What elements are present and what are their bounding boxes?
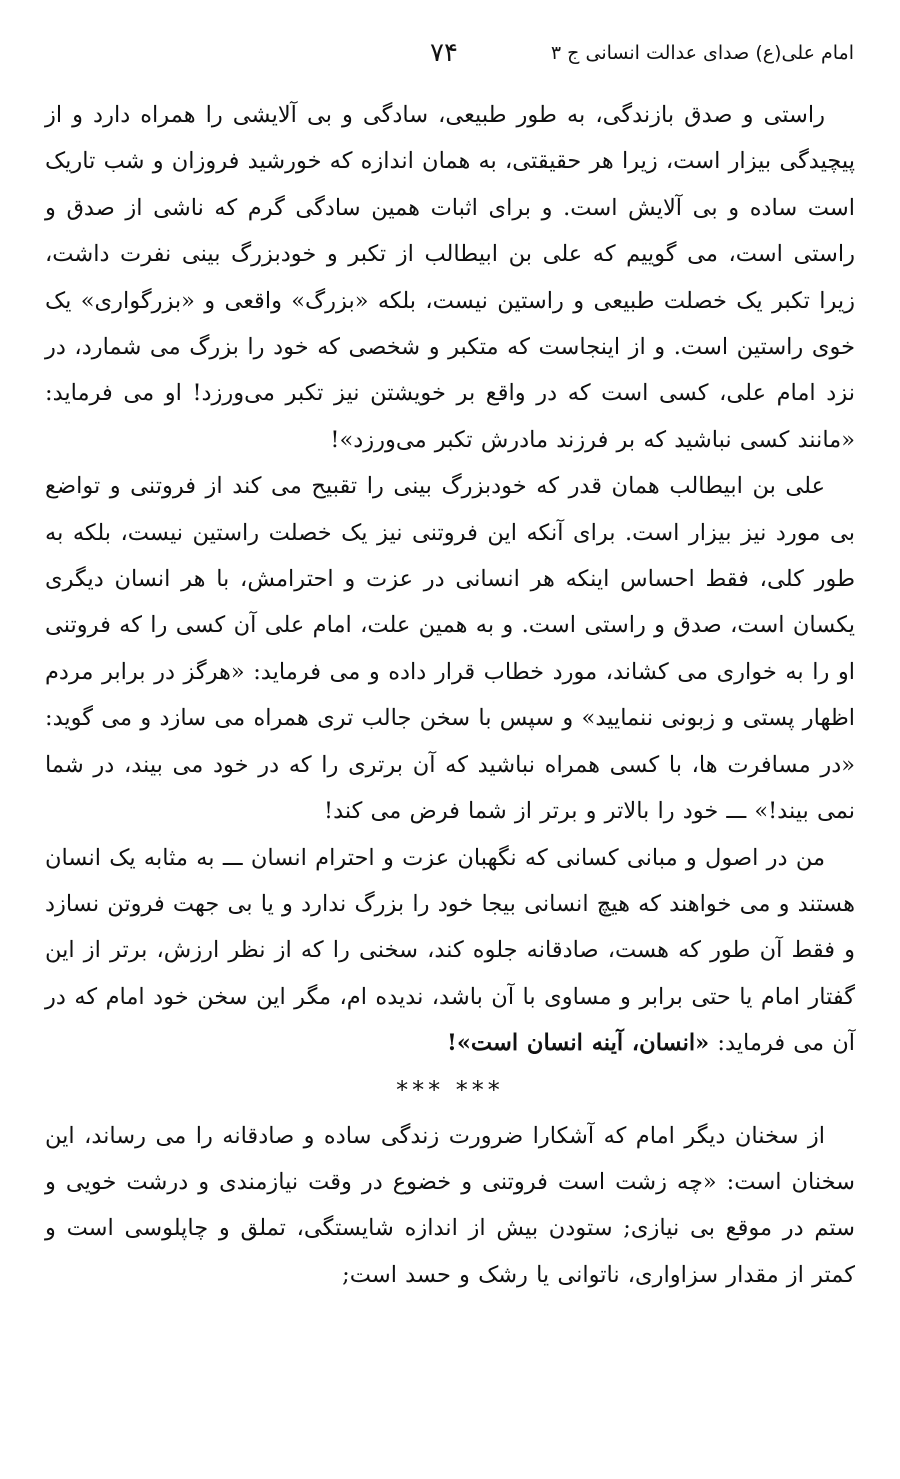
page-number: ۷۴ [430, 38, 458, 68]
paragraph-2: علی بن ابیطالب همان قدر که خودبزرگ بینی را تقبیح می کند از فروتنی و تواضع بی مورد نیز بیزار است. برای آنکه این فروتنی نیز یک خصلت راستین نیست، بلکه به طور کلی، فقط احساس اینکه هر انسانی در عزت و احترامش، با هر انسان دیگری یکسان است، صدق و راستی است. و به همین علت، امام علی آن کسی را که فروتنی او را به خواری می کشاند، مورد خطاب قرار داده و می فرماید: «هرگز در برابر مردم اظهار پستی و زبونی ننمایید» و سپس با سخن جالب تری همراه می سازد و می گوید: «در مسافرت ها، با کسی همراه نباشید که آن برتری را که در خود می بیند، در شما نمی بیند!» ـــ خود را بالاتر و برتر از شما فرض می کند! [45, 473, 855, 825]
paragraph-1: راستی و صدق بازندگی، به طور طبیعی، سادگی و بی آلایشی را همراه دارد و از پیچیدگی بیزار است، زیرا هر حقیقتی، به همان اندازه که خورشید فروزان و شب تاریک است ساده و بی آلایش است. و برای اثبات همین سادگی گرم که ناشی از صدق و راستی است، می گوییم که علی بن ابیطالب از تکبر و خودبزرگ بینی نفرت داشت، زیرا تکبر یک خصلت طبیعی و راستین نیست، بلکه «بزرگ» واقعی و «بزرگواری» یک خوی راستین است. و از اینجاست که متکبر و شخصی که خود را بزرگ می شمارد، در نزد امام علی، کسی است که در واقع بر خویشتن نیز تکبر می‌ورزد! او می فرماید: «مانند کسی نباشید که بر فرزند مادرش تکبر می‌ورزد»! [45, 102, 855, 453]
paragraph-3 [45, 835, 855, 1067]
section-divider: *** *** [396, 1075, 504, 1104]
paragraph-3-text: من در اصول و مبانی کسانی که نگهبان عزت و احترام انسان ـــ به مثابه یک انسان هستند و می خواهند که هیچ انسانی بیجا خود را بزرگ ندارد و یا بی جهت فروتن نسازد و فقط آن طور که هست، صادقانه جلوه کند، سخنی را که از نظر ارزش، برتر از این گفتار امام یا حتی برابر و مساوی با آن باشد، ندیده ام، مگر این سخن خود امام که در آن می فرماید: [45, 844, 855, 1057]
running-title: امام علی(ع) صدای عدالت انسانی ج ۳ [550, 42, 854, 64]
paragraph-4: از سخنان دیگر امام که آشکارا ضرورت زندگی ساده و صادقانه را می رساند، این سخنان است: «چه زشت است فروتنی و خضوع در وقت نیازمندی و درشت خویی و ستم در موقع بی نیازی; ستودن بیش از اندازه شایستگی، تملق و چاپلوسی است و کمتر از مقدار سزاواری، ناتوانی یا رشک و حسد است; [45, 1122, 855, 1288]
page-header [60, 34, 854, 74]
body-text [45, 92, 855, 1298]
bold-quote: «انسان، آینه انسان است»! [446, 1030, 710, 1057]
